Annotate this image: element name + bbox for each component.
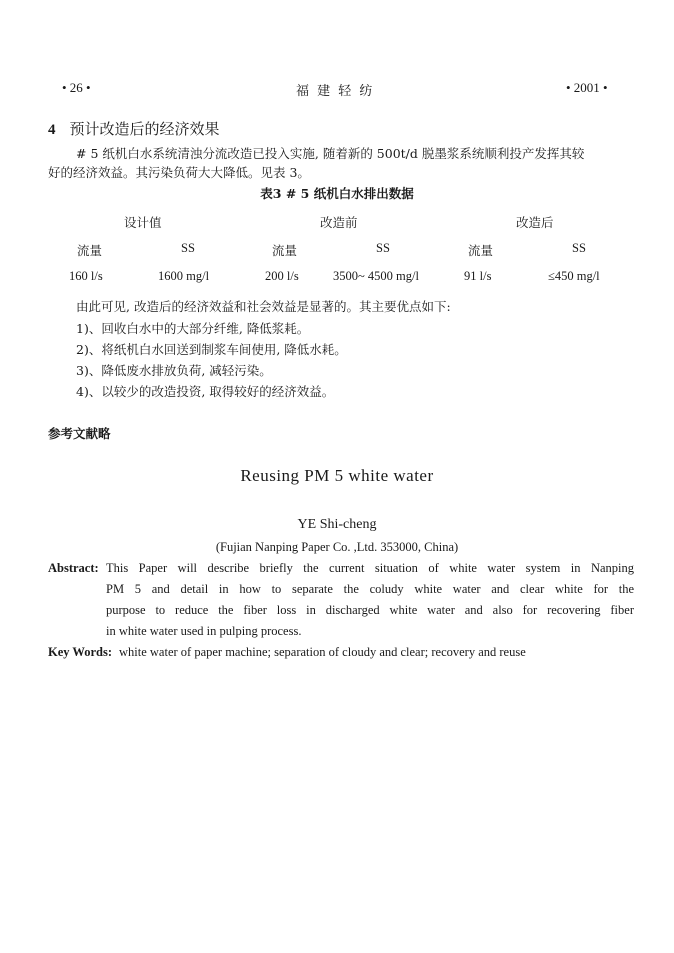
section-title: 预计改造后的经济效果 — [69, 120, 220, 138]
list-item: 3)、降低废水排放负荷, 减轻污染。 — [76, 363, 272, 378]
cell-ss-before: 3500~ 4500 mg/l — [333, 269, 419, 283]
group-before: 改造前 — [320, 215, 358, 230]
cell-ss-design: 1600 mg/l — [158, 269, 210, 283]
keywords-label: Key Words: — [48, 645, 113, 659]
abstract-line: PM 5 and detail in how to separate the coludy white water and clear white for the — [106, 582, 634, 596]
section-heading — [48, 118, 220, 139]
col-flow-after: 流量 — [468, 243, 494, 258]
col-ss-design: SS — [181, 241, 195, 255]
references-heading: 参考文献略 — [48, 426, 111, 441]
list-item: 2)、将纸机白水回送到制浆车间使用, 降低水耗。 — [76, 342, 347, 357]
cell-ss-after: ≤450 mg/l — [548, 269, 600, 283]
page-number: • 26 • — [62, 80, 91, 95]
section-number: 4 — [48, 122, 56, 138]
cell-flow-after: 91 l/s — [464, 269, 492, 283]
col-flow-design: 流量 — [77, 243, 103, 258]
english-affiliation: (Fujian Nanping Paper Co. ,Ltd. 353000, China) — [215, 540, 459, 554]
group-design: 设计值 — [124, 215, 162, 230]
keywords: white water of paper machine; separation of cloudy and clear; recovery and reuse — [119, 645, 526, 659]
list-item: 4)、以较少的改造投资, 取得较好的经济效益。 — [76, 384, 335, 399]
cell-flow-before: 200 l/s — [265, 269, 299, 283]
abstract-line: purpose to reduce the fiber loss in discharged white water and also for recovering fiber — [106, 603, 634, 617]
publication-year: • 2001 • — [566, 80, 608, 95]
list-item: 1)、回收白水中的大部分纤维, 降低浆耗。 — [76, 321, 310, 336]
conclusion-intro: 由此可见, 改造后的经济效益和社会效益是显著的。其主要优点如下: — [76, 299, 451, 314]
abstract-label: Abstract: — [48, 561, 99, 575]
journal-name: 福 建 轻 纺 — [296, 84, 375, 99]
col-flow-before: 流量 — [272, 243, 298, 258]
col-ss-before: SS — [376, 241, 390, 255]
paragraph-line-1: # 5 纸机白水系统清浊分流改造已投入实施, 随着新的 500t/d 脱墨浆系统顺利投产发挥其较 — [76, 146, 585, 161]
cell-flow-design: 160 l/s — [69, 269, 103, 283]
english-title: Reusing PM 5 white water — [240, 466, 434, 485]
abstract-line: This Paper will describe briefly the current situation of white water system in Nanping — [106, 561, 634, 575]
group-after: 改造后 — [516, 215, 554, 230]
col-ss-after: SS — [572, 241, 586, 255]
abstract-line: in white water used in pulping process. — [106, 624, 302, 638]
table-caption: 表3 # 5 纸机白水排出数据 — [260, 186, 414, 201]
paragraph-line-2: 好的经济效益。其污染负荷大大降低。见表 3。 — [48, 165, 310, 180]
english-author: YE Shi-cheng — [297, 517, 377, 532]
